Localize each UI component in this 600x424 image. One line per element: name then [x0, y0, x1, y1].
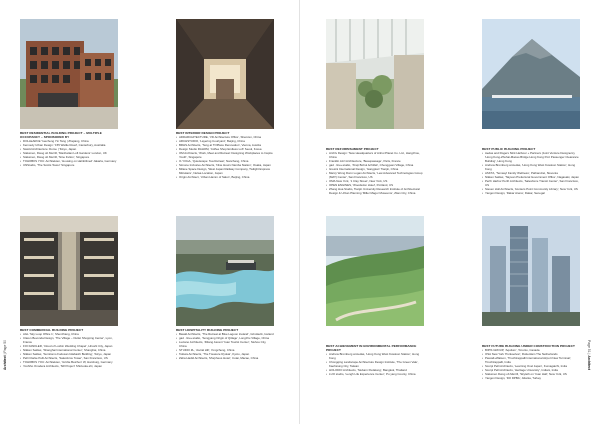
list-item: • OSA New York 'Punkoolvar', Rotterdam The Netherlands [482, 353, 580, 357]
hospitality-building-photo [176, 216, 274, 326]
list-item: • TOHOBKS YOU: Architekten, 'Grüße Beichen' W, Hamburg, Germany [20, 361, 118, 365]
nominee-list [20, 333, 118, 369]
list-item: • Nikken Sekkei, 'Taiyuan Prefectural Government Office', Nagasaki, Japan [482, 176, 580, 180]
refurbishment-photo [326, 19, 424, 129]
section-title: BEST FUTURE BUILDING UNDER CONSTRUCTION PROJECT [482, 344, 575, 348]
list-item: • Swiold Architecture: Dome | Tokyo, Japan [20, 148, 118, 152]
list-item: • Franklin Azzi Architecture, 'Beaupassage', Paris, France [326, 160, 424, 164]
list-item: • Stalumen, Dwog ob Merrill, 'Manhattan Loft Gardens' London, UK [20, 152, 118, 156]
list-item: • Gresini International Design, 'Gangpian' Tianjin, China [326, 168, 424, 172]
section-title: BEST ACHIEVEMENT IN ENVIRONMENTAL PERFORMANCE PROJECT [326, 344, 417, 352]
list-item: • Zaha Hadid Architects, 'Morpheus Hotel', Cotai, Macao, China [176, 357, 274, 361]
list-item: • Milane Space Design, 'West Japan Railway Company, Twilight Express Mizukaze', Neiwa Location, Japan [176, 168, 274, 176]
section-title: BEST PUBLIC BUILDING PROJECT [482, 147, 536, 151]
list-item: • Andrew Bromberg at Aedas, 'Hong Kong West Kowloon Station', Hong Kong [482, 164, 580, 172]
nominee-list [482, 152, 580, 195]
section-title: BEST INTERIOR DESIGN PROJECT [176, 131, 230, 135]
list-item: • OM Architects, 'Work, Meet and Retreat: Designing Workplaces to Inspire Youth', Singapore [176, 152, 274, 160]
public-building-photo [482, 19, 580, 129]
section-title: BEST RESIDENTIAL BUILDING PROJECT – MULTIPLE OCCUPANCY – SPONSORED BY [20, 131, 102, 139]
list-item: • Tokiwa Architects, 'The Treasure Ryokai', Kyoto, Japan [176, 353, 274, 357]
page-spine [299, 0, 300, 424]
list-item: • Nikken Sekkei, 'Sumitomo Fudosan Iidabashi Building', Tokyo, Japan [20, 353, 118, 357]
list-item: • Aedas and Rogers Stirk Harbour + Partners (Joint Venture Designers), 'Hong Kong-Zhuhai-Macao Bridge Hong Kong Port Passenger Clearance Building', Hong Kong [482, 152, 580, 164]
folio-brand: Architect [3, 355, 8, 371]
environmental-performance-photo [326, 216, 424, 326]
list-item: • gad · line+studio, 'Xinqi Bohui Achiilsk', Chengguan Village, China [326, 164, 424, 168]
list-item: • Scorpi Pelli Architects, 'Learning Ovel Japan', Kumagatchi, India [482, 365, 580, 369]
section-commercial [20, 329, 118, 369]
list-item: • Nikken Sekkei, 'Shanghai International Center', Shanghai, China [20, 349, 118, 353]
list-item: • Archiv Design: 'New Headquarters of Anhui Planet Co. Ltd., Hangzhou, China [326, 152, 424, 160]
list-item: • STUDIO ZL, 'Ascial Hill', Yongcheng, China [176, 349, 274, 353]
list-item: • UNStudio, 'The Scotts Tower' Singapore [20, 164, 118, 168]
list-item: • Marcy Wong Donn Logan Architects, 'Lew Advanced Technologies Group (MAT) Center', San Francisco, US [326, 172, 424, 180]
list-item: • BIPIS GROUP, 'Aquilum', Toronto, Canada [482, 349, 580, 353]
list-item: • Chongqing Landscape Architecture Design Institute, 'The Green Vale', Kaohsiung City, Taiwan [326, 361, 424, 369]
section-environmental [326, 345, 424, 377]
folio-right: Page 51 | Architect [587, 339, 592, 371]
section-interior [176, 132, 274, 180]
nominee-list [176, 136, 274, 179]
residential-building-photo [20, 19, 118, 129]
list-item: • OPEN ENGINES, 'Woodsdon Hotel', Portland, US [326, 184, 424, 188]
section-title: BEST REFURBISHMENT PROJECT [326, 147, 379, 151]
list-item: • Zhang Hua Studio, Tianjin University Research Institute of Architectural Design & Urban Planning 'Miller Magor Museums', Zitan City, China [326, 188, 424, 196]
interior-design-photo [176, 19, 274, 129]
list-item: • Steven Holl Architects, 'Hunters Point Community Library', New York, US [482, 188, 580, 192]
list-item: • Simone Inclusive Architects, 'Nine Hours Namba Station', Osaka, Japan [176, 164, 274, 168]
list-item: • Basalt Architects, 'The Retreat at Blue Lagoon Iceland', Grindavík, Iceland [176, 333, 274, 337]
section-future [482, 345, 580, 381]
list-item: • TOHOBKS YOU: Architekten, 'Housing on Halnbiltned' Jakarta, Germany [20, 160, 118, 164]
list-item: • ARCHSTUDIO, 'Layering Courtyard', Beijing, China [176, 140, 274, 144]
nominee-list [482, 349, 580, 381]
list-item: • Andrew Bromberg at Aedas, 'Hong Kong West Kowloon Station', Hong Kong [326, 353, 424, 361]
folio-page-number: Page 50 [3, 339, 8, 353]
list-item: • HOLODIO Architects, 'Siubarn Pedalong', Bangkok, Thailand [326, 369, 424, 373]
folio-page-number: Page 51 [587, 339, 592, 353]
nominee-list [326, 353, 424, 377]
list-item: • Kennedy Urban Design: '155 Wattle Road', Canterbury, Australia [20, 144, 118, 148]
section-hospitality [176, 329, 274, 361]
list-item: • OMA New York, '1 Clay Street', New York, US [326, 180, 424, 184]
section-refurbishment [326, 148, 424, 196]
commercial-building-photo [20, 216, 118, 326]
list-item: • Design Studio RAHOM, 'Coffee Shop Endless Loft' Seoul, Korea [176, 148, 274, 152]
section-title: BEST HOSPITALITY BUILDING PROJECT [176, 328, 239, 332]
list-item: • Pascall+Watson, 'Tiruchirappalli International Airport New Terminal', Tiruchirappalli, India [482, 357, 580, 365]
future-building-photo [482, 216, 580, 326]
list-item: • Luciano Architects, 'Ziliang Ascent Yuan Tourist Center', Siuhou City, China [176, 341, 274, 349]
list-item: • Claren Bevonda Design, 'The Village – Outlet Shopping Center', Lyon, France [20, 337, 118, 345]
list-item: • Yoshiho Onodera Architects, 'SR Project' Shizuoka-shi, Japan [20, 365, 118, 369]
list-item: • ASKTA, 'Temasyl Family Wellness', Pathandret, Slovenia [482, 172, 580, 176]
nominee-list [20, 140, 118, 168]
list-item: • gad · line+studio, 'Songyang Origin of Qitlage', Longzhu Village, China [176, 337, 274, 341]
list-item: • Perth Harbor Perth Architects, 'Salesforce Transit Center', San Francisco, US [482, 180, 580, 188]
list-item: • ADDARCHITECTURE, 'VD Architecture Office', Shenzen, China [176, 136, 274, 140]
list-item: • LUO studio, 'Lengh Life Experience Center', Pu yang County, China [326, 373, 424, 377]
list-item: • AGL 'Sky Loop Office 1', Shenzhang, China [20, 333, 118, 337]
list-item: • Scorpi Pelli Architects, 'Heritage University', Indiani, India [482, 369, 580, 373]
list-item: • O-YOGA, 'Quietscape: Tea Retreat', Nanchang, China [176, 160, 274, 164]
list-item: • FOI FANKLER, 'Cloud of Luxbin Wedding Chapel', Hiroshi City, Japan [20, 345, 118, 349]
list-item: • Stalumen, Dwog ob Merrill, 'Nine Fulton', Singapore [20, 156, 118, 160]
nominee-list [326, 152, 424, 195]
list-item: • Yangon Design, 'Dakar Arena', Dakar, Senegal [482, 192, 580, 196]
folio-brand: Architect [587, 355, 592, 371]
list-item: • Yangon Design, 'DO DPBA', Atlanta, Turkey [482, 377, 580, 381]
list-item: • Stalumen Dwog ob Merrill, 'Skyleth on Yuan Hall', New York, US [482, 373, 580, 377]
list-item: • DOLLEARCE Yuecheng Yin Tang | Zhejiang, China [20, 140, 118, 144]
list-item: • Origin Architect, 'Urban Hamm of Salon', Beijing, China [176, 176, 274, 180]
section-residential [20, 132, 118, 168]
list-item: • Pelli Clarke Pelli Architects, 'Salesforce Tower', San Francisco, US [20, 357, 118, 361]
section-public [482, 148, 580, 196]
nominee-list [176, 333, 274, 361]
list-item: • BRHS Architects, 'Teng at TOPlace Renovation', Vienna, Austria [176, 144, 274, 148]
section-title: BEST COMMERCIAL BUILDING PROJECT [20, 328, 84, 332]
folio-left: Architect | Page 50 [3, 339, 8, 371]
